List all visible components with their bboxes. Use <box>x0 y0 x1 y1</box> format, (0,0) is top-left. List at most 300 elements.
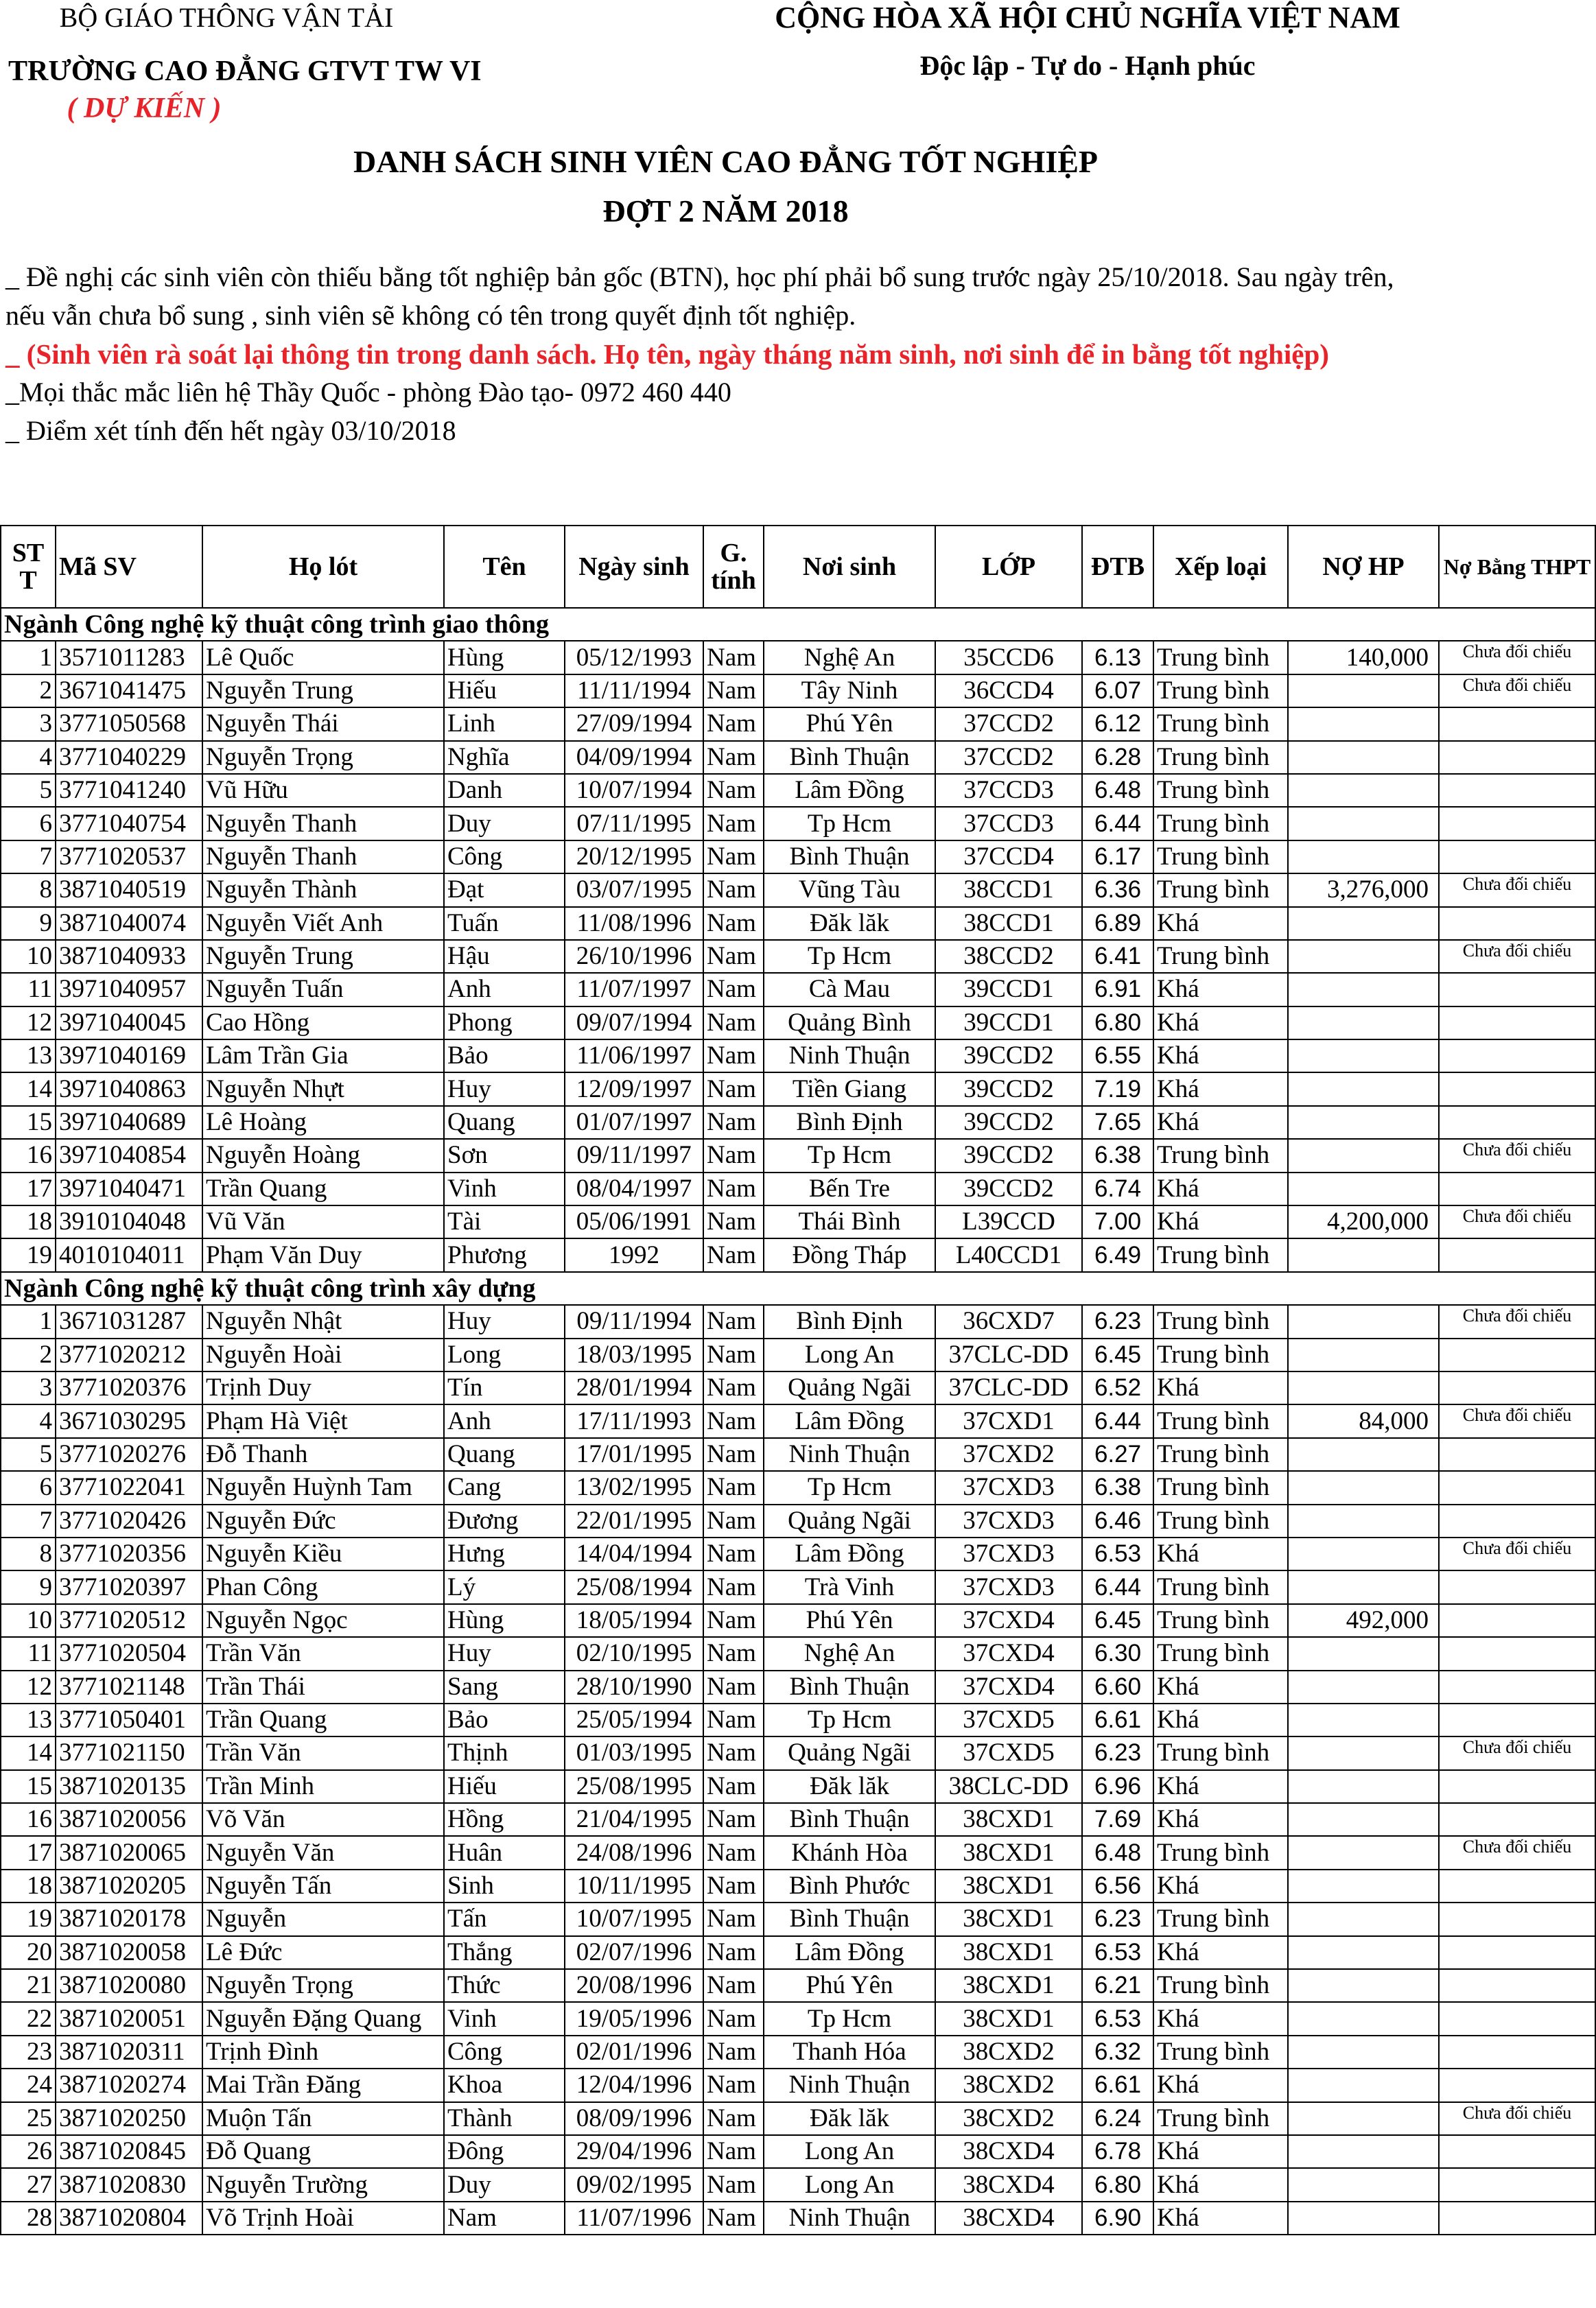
row-gpa: 6.13 <box>1082 641 1153 674</box>
row-gpa: 6.53 <box>1082 2002 1153 2035</box>
row-class: 35CCD6 <box>935 641 1082 674</box>
table-row <box>1 1803 1595 1836</box>
row-tuition-debt <box>1288 1505 1439 1538</box>
row-birth-date: 19/05/1996 <box>565 2002 703 2035</box>
row-last-middle-name: Nguyễn Tấn <box>202 1870 444 1903</box>
row-class: 38CXD4 <box>935 2135 1082 2168</box>
table-row <box>1 1936 1595 1969</box>
row-gender: Nam <box>703 741 764 774</box>
table-row <box>1 1339 1595 1371</box>
row-birth-place: Thanh Hóa <box>764 2036 935 2069</box>
row-birth-place: Lâm Đồng <box>764 1936 935 1969</box>
row-rank: Khá <box>1153 2002 1288 2035</box>
row-tuition-debt <box>1288 940 1439 973</box>
row-student-id: 3871020845 <box>56 2135 202 2168</box>
row-tuition-debt <box>1288 1736 1439 1769</box>
row-class: 37CXD2 <box>935 1438 1082 1471</box>
table-row <box>1 1770 1595 1803</box>
row-student-id: 3571011283 <box>56 641 202 674</box>
row-first-name: Phong <box>444 1006 565 1039</box>
row-student-id: 3771020512 <box>56 1604 202 1637</box>
row-stt: 4 <box>1 1404 56 1437</box>
row-class: 38CXD1 <box>935 1803 1082 1836</box>
note-line: _ Điểm xét tính đến hết ngày 03/10/2018 <box>5 415 456 446</box>
row-tuition-debt <box>1288 707 1439 740</box>
row-gender: Nam <box>703 2036 764 2069</box>
row-last-middle-name: Phan Công <box>202 1570 444 1603</box>
row-gpa: 6.78 <box>1082 2135 1153 2168</box>
table-row <box>1 774 1595 807</box>
row-class: 37CXD3 <box>935 1471 1082 1504</box>
table-row <box>1 2135 1595 2168</box>
row-class: 37CCD3 <box>935 807 1082 840</box>
row-student-id: 3871020804 <box>56 2202 202 2235</box>
row-gender: Nam <box>703 1305 764 1338</box>
row-last-middle-name: Nguyễn Hoài <box>202 1339 444 1371</box>
row-class: 38CCD1 <box>935 873 1082 906</box>
row-birth-date: 02/01/1996 <box>565 2036 703 2069</box>
row-stt: 15 <box>1 1106 56 1139</box>
table-row <box>1 741 1595 774</box>
row-birth-place: Tiền Giang <box>764 1072 935 1105</box>
table-row <box>1 1570 1595 1603</box>
row-gpa: 7.65 <box>1082 1106 1153 1139</box>
row-class: 38CXD4 <box>935 2202 1082 2235</box>
row-birth-date: 22/01/1995 <box>565 1505 703 1538</box>
row-birth-place: Trà Vinh <box>764 1570 935 1603</box>
row-class: L40CCD1 <box>935 1238 1082 1271</box>
col-header-last-middle-name: Họ lót <box>202 526 444 608</box>
row-tuition-debt <box>1288 674 1439 707</box>
row-class: 38CXD1 <box>935 1836 1082 1869</box>
row-birth-date: 11/11/1994 <box>565 674 703 707</box>
row-tuition-debt <box>1288 741 1439 774</box>
row-class: 39CCD2 <box>935 1139 1082 1172</box>
row-class: 37CXD5 <box>935 1704 1082 1736</box>
row-gender: Nam <box>703 1205 764 1238</box>
row-tuition-debt: 140,000 <box>1288 641 1439 674</box>
row-last-middle-name: Vũ Hữu <box>202 774 444 807</box>
row-tuition-debt <box>1288 1570 1439 1603</box>
row-gpa: 6.53 <box>1082 1538 1153 1570</box>
row-stt: 10 <box>1 1604 56 1637</box>
row-gpa: 6.24 <box>1082 2102 1153 2135</box>
row-birth-date: 03/07/1995 <box>565 873 703 906</box>
row-rank: Trung bình <box>1153 807 1288 840</box>
row-gpa: 6.60 <box>1082 1671 1153 1704</box>
row-first-name: Thắng <box>444 1936 565 1969</box>
row-first-name: Công <box>444 2036 565 2069</box>
row-gender: Nam <box>703 973 764 1006</box>
row-birth-place: Ninh Thuận <box>764 2202 935 2235</box>
row-student-id: 3771020397 <box>56 1570 202 1603</box>
col-header-tuition-debt: NỢ HP <box>1288 526 1439 608</box>
col-header-gender: G. tính <box>703 526 764 608</box>
notes-block <box>5 258 1394 450</box>
row-birth-place: Thái Bình <box>764 1205 935 1238</box>
row-birth-date: 05/12/1993 <box>565 641 703 674</box>
row-birth-date: 08/09/1996 <box>565 2102 703 2135</box>
row-gender: Nam <box>703 1969 764 2002</box>
row-birth-place: Long An <box>764 1339 935 1371</box>
row-student-id: 3971040854 <box>56 1139 202 1172</box>
row-class: 38CXD1 <box>935 1903 1082 1935</box>
row-birth-date: 25/08/1995 <box>565 1770 703 1803</box>
row-first-name: Lý <box>444 1570 565 1603</box>
row-birth-date: 14/04/1994 <box>565 1538 703 1570</box>
row-gender: Nam <box>703 2202 764 2235</box>
row-diploma-debt <box>1439 1173 1595 1205</box>
row-class: 37CXD1 <box>935 1404 1082 1437</box>
row-birth-date: 17/11/1993 <box>565 1404 703 1437</box>
document-title: DANH SÁCH SINH VIÊN CAO ĐẲNG TỐT NGHIỆP <box>353 144 1099 179</box>
table-row <box>1 2202 1595 2235</box>
row-tuition-debt <box>1288 2102 1439 2135</box>
row-first-name: Huân <box>444 1836 565 1869</box>
row-last-middle-name: Mai Trần Đăng <box>202 2069 444 2101</box>
row-tuition-debt <box>1288 1969 1439 2002</box>
row-tuition-debt <box>1288 1438 1439 1471</box>
row-class: 37CLC-DD <box>935 1339 1082 1371</box>
row-class: 37CCD2 <box>935 741 1082 774</box>
row-last-middle-name: Nguyễn <box>202 1903 444 1935</box>
row-gender: Nam <box>703 1039 764 1072</box>
row-rank: Trung bình <box>1153 741 1288 774</box>
row-last-middle-name: Nguyễn Thanh <box>202 807 444 840</box>
table-row <box>1 1671 1595 1704</box>
row-stt: 9 <box>1 907 56 940</box>
row-birth-place: Lâm Đồng <box>764 774 935 807</box>
row-first-name: Quang <box>444 1438 565 1471</box>
table-row <box>1 1903 1595 1935</box>
row-gpa: 6.44 <box>1082 807 1153 840</box>
row-stt: 11 <box>1 973 56 1006</box>
row-birth-place: Quảng Ngãi <box>764 1736 935 1769</box>
row-gpa: 6.17 <box>1082 840 1153 873</box>
row-last-middle-name: Nguyễn Viết Anh <box>202 907 444 940</box>
row-tuition-debt <box>1288 1903 1439 1935</box>
row-stt: 19 <box>1 1903 56 1935</box>
row-last-middle-name: Vũ Văn <box>202 1205 444 1238</box>
row-birth-place: Lâm Đồng <box>764 1404 935 1437</box>
row-last-middle-name: Trần Văn <box>202 1736 444 1769</box>
row-rank: Khá <box>1153 2168 1288 2201</box>
table-row <box>1 1505 1595 1538</box>
row-gpa: 6.38 <box>1082 1139 1153 1172</box>
row-diploma-debt <box>1439 2202 1595 2235</box>
row-first-name: Anh <box>444 1404 565 1437</box>
row-birth-date: 09/07/1994 <box>565 1006 703 1039</box>
row-gpa: 6.44 <box>1082 1404 1153 1437</box>
row-diploma-debt <box>1439 774 1595 807</box>
row-student-id: 3771020356 <box>56 1538 202 1570</box>
row-student-id: 3771040754 <box>56 807 202 840</box>
row-student-id: 3771020504 <box>56 1637 202 1670</box>
row-student-id: 3971040957 <box>56 973 202 1006</box>
row-rank: Trung bình <box>1153 674 1288 707</box>
row-rank: Trung bình <box>1153 1505 1288 1538</box>
row-stt: 20 <box>1 1936 56 1969</box>
row-birth-place: Quảng Ngãi <box>764 1505 935 1538</box>
row-tuition-debt <box>1288 1006 1439 1039</box>
row-birth-place: Vũng Tàu <box>764 873 935 906</box>
row-first-name: Hiếu <box>444 674 565 707</box>
row-last-middle-name: Nguyễn Tuấn <box>202 973 444 1006</box>
row-diploma-debt <box>1439 1006 1595 1039</box>
row-birth-place: Tp Hcm <box>764 807 935 840</box>
row-first-name: Tín <box>444 1371 565 1404</box>
row-birth-date: 25/05/1994 <box>565 1704 703 1736</box>
note-line: _ Đề nghị các sinh viên còn thiếu bằng tốt nghiệp bản gốc (BTN), học phí phải bổ sung trước ngày 25/10/2018. Sau ngày trên, <box>5 261 1394 292</box>
row-birth-date: 11/06/1997 <box>565 1039 703 1072</box>
row-tuition-debt <box>1288 1671 1439 1704</box>
row-rank: Trung bình <box>1153 1736 1288 1769</box>
row-tuition-debt: 4,200,000 <box>1288 1205 1439 1238</box>
row-first-name: Hùng <box>444 641 565 674</box>
row-tuition-debt <box>1288 1704 1439 1736</box>
row-last-middle-name: Phạm Hà Việt <box>202 1404 444 1437</box>
row-first-name: Sang <box>444 1671 565 1704</box>
row-first-name: Hiếu <box>444 1770 565 1803</box>
row-student-id: 3871040933 <box>56 940 202 973</box>
table-row <box>1 873 1595 906</box>
row-first-name: Quang <box>444 1106 565 1139</box>
row-student-id: 3771021148 <box>56 1671 202 1704</box>
row-birth-date: 01/07/1997 <box>565 1106 703 1139</box>
row-first-name: Duy <box>444 2168 565 2201</box>
row-rank: Khá <box>1153 1006 1288 1039</box>
row-gender: Nam <box>703 1803 764 1836</box>
row-rank: Trung bình <box>1153 1637 1288 1670</box>
row-birth-date: 13/02/1995 <box>565 1471 703 1504</box>
row-diploma-debt: Chưa đối chiếu <box>1439 1404 1595 1437</box>
row-gpa: 6.48 <box>1082 1836 1153 1869</box>
row-birth-place: Cà Mau <box>764 973 935 1006</box>
row-diploma-debt: Chưa đối chiếu <box>1439 1736 1595 1769</box>
row-gpa: 6.80 <box>1082 1006 1153 1039</box>
row-class: 38CXD2 <box>935 2036 1082 2069</box>
row-first-name: Khoa <box>444 2069 565 2101</box>
row-rank: Khá <box>1153 1870 1288 1903</box>
row-birth-place: Bình Thuận <box>764 1803 935 1836</box>
row-tuition-debt <box>1288 2168 1439 2201</box>
row-diploma-debt: Chưa đối chiếu <box>1439 674 1595 707</box>
row-rank: Trung bình <box>1153 2102 1288 2135</box>
row-stt: 9 <box>1 1570 56 1603</box>
table-row <box>1 1704 1595 1736</box>
row-gpa: 6.44 <box>1082 1570 1153 1603</box>
row-first-name: Sinh <box>444 1870 565 1903</box>
table-row <box>1 1371 1595 1404</box>
row-last-middle-name: Trần Văn <box>202 1637 444 1670</box>
row-first-name: Thức <box>444 1969 565 2002</box>
row-stt: 17 <box>1 1836 56 1869</box>
row-stt: 28 <box>1 2202 56 2235</box>
row-gender: Nam <box>703 1173 764 1205</box>
row-gpa: 6.32 <box>1082 2036 1153 2069</box>
row-first-name: Linh <box>444 707 565 740</box>
row-birth-date: 10/11/1995 <box>565 1870 703 1903</box>
row-birth-place: Bình Định <box>764 1305 935 1338</box>
row-student-id: 3971040045 <box>56 1006 202 1039</box>
row-stt: 7 <box>1 1505 56 1538</box>
row-last-middle-name: Trần Quang <box>202 1173 444 1205</box>
table-row <box>1 1471 1595 1504</box>
school-name: TRƯỜNG CAO ĐẲNG GTVT TW VI <box>8 56 482 87</box>
row-last-middle-name: Nguyễn Huỳnh Tam <box>202 1471 444 1504</box>
row-rank: Trung bình <box>1153 840 1288 873</box>
row-diploma-debt <box>1439 741 1595 774</box>
national-motto: Độc lập - Tự do - Hạnh phúc <box>919 50 1256 81</box>
table-row <box>1 2069 1595 2101</box>
row-stt: 10 <box>1 940 56 973</box>
row-rank: Khá <box>1153 973 1288 1006</box>
row-first-name: Cang <box>444 1471 565 1504</box>
row-first-name: Long <box>444 1339 565 1371</box>
row-gender: Nam <box>703 940 764 973</box>
row-diploma-debt <box>1439 2002 1595 2035</box>
row-gpa: 6.21 <box>1082 1969 1153 2002</box>
row-gender: Nam <box>703 1139 764 1172</box>
row-rank: Trung bình <box>1153 1969 1288 2002</box>
row-birth-date: 01/03/1995 <box>565 1736 703 1769</box>
row-student-id: 3871020058 <box>56 1936 202 1969</box>
row-birth-date: 28/01/1994 <box>565 1371 703 1404</box>
row-last-middle-name: Lê Quốc <box>202 641 444 674</box>
row-gpa: 7.69 <box>1082 1803 1153 1836</box>
document-subtitle: ĐỢT 2 NĂM 2018 <box>602 193 849 228</box>
row-diploma-debt <box>1439 907 1595 940</box>
row-student-id: 4010104011 <box>56 1238 202 1271</box>
row-diploma-debt <box>1439 1969 1595 2002</box>
row-diploma-debt <box>1439 1072 1595 1105</box>
row-gpa: 6.52 <box>1082 1371 1153 1404</box>
row-student-id: 3871020250 <box>56 2102 202 2135</box>
row-last-middle-name: Nguyễn Kiều <box>202 1538 444 1570</box>
row-birth-date: 02/10/1995 <box>565 1637 703 1670</box>
row-class: 38CXD1 <box>935 1969 1082 2002</box>
row-student-id: 3871040074 <box>56 907 202 940</box>
row-birth-place: Ninh Thuận <box>764 2069 935 2101</box>
row-gpa: 6.89 <box>1082 907 1153 940</box>
row-last-middle-name: Phạm Văn Duy <box>202 1238 444 1271</box>
row-first-name: Sơn <box>444 1139 565 1172</box>
row-student-id: 3971040863 <box>56 1072 202 1105</box>
row-gpa: 6.45 <box>1082 1339 1153 1371</box>
row-student-id: 3771020376 <box>56 1371 202 1404</box>
row-tuition-debt <box>1288 2036 1439 2069</box>
row-stt: 2 <box>1 1339 56 1371</box>
row-gender: Nam <box>703 1438 764 1471</box>
row-tuition-debt <box>1288 1238 1439 1271</box>
row-gender: Nam <box>703 2135 764 2168</box>
row-birth-place: Tây Ninh <box>764 674 935 707</box>
row-stt: 8 <box>1 1538 56 1570</box>
row-last-middle-name: Lê Hoàng <box>202 1106 444 1139</box>
row-tuition-debt: 3,276,000 <box>1288 873 1439 906</box>
row-gpa: 6.91 <box>1082 973 1153 1006</box>
table-body <box>1 608 1595 2235</box>
row-last-middle-name: Muộn Tấn <box>202 2102 444 2135</box>
row-tuition-debt <box>1288 2202 1439 2235</box>
row-birth-date: 18/03/1995 <box>565 1339 703 1371</box>
row-gender: Nam <box>703 641 764 674</box>
row-birth-place: Bến Tre <box>764 1173 935 1205</box>
row-student-id: 3871020274 <box>56 2069 202 2101</box>
row-class: 39CCD2 <box>935 1072 1082 1105</box>
row-gender: Nam <box>703 1870 764 1903</box>
col-header-birth-place: Nơi sinh <box>764 526 935 608</box>
row-diploma-debt <box>1439 1505 1595 1538</box>
row-last-middle-name: Nguyễn Văn <box>202 1836 444 1869</box>
row-class: 38CXD1 <box>935 2002 1082 2035</box>
row-stt: 17 <box>1 1173 56 1205</box>
row-class: 38CXD4 <box>935 2168 1082 2201</box>
row-gpa: 6.45 <box>1082 1604 1153 1637</box>
table-row <box>1 2036 1595 2069</box>
row-rank: Trung bình <box>1153 1903 1288 1935</box>
row-birth-date: 12/04/1996 <box>565 2069 703 2101</box>
row-gender: Nam <box>703 2002 764 2035</box>
row-birth-date: 28/10/1990 <box>565 1671 703 1704</box>
row-first-name: Phương <box>444 1238 565 1271</box>
row-class: 39CCD2 <box>935 1039 1082 1072</box>
row-birth-place: Quảng Bình <box>764 1006 935 1039</box>
row-last-middle-name: Nguyễn Ngọc <box>202 1604 444 1637</box>
row-birth-place: Bình Thuận <box>764 741 935 774</box>
row-class: 38CLC-DD <box>935 1770 1082 1803</box>
row-class: 36CXD7 <box>935 1305 1082 1338</box>
row-first-name: Đạt <box>444 873 565 906</box>
row-gender: Nam <box>703 1570 764 1603</box>
row-student-id: 3771020212 <box>56 1339 202 1371</box>
row-gpa: 6.90 <box>1082 2202 1153 2235</box>
row-last-middle-name: Nguyễn Trung <box>202 940 444 973</box>
row-student-id: 3871020205 <box>56 1870 202 1903</box>
row-stt: 16 <box>1 1803 56 1836</box>
row-rank: Khá <box>1153 2202 1288 2235</box>
row-last-middle-name: Nguyễn Thanh <box>202 840 444 873</box>
row-last-middle-name: Trịnh Đình <box>202 2036 444 2069</box>
row-birth-place: Nghệ An <box>764 1637 935 1670</box>
row-last-middle-name: Trần Thái <box>202 1671 444 1704</box>
table-row <box>1 1039 1595 1072</box>
row-last-middle-name: Nguyễn Đức <box>202 1505 444 1538</box>
row-tuition-debt <box>1288 1471 1439 1504</box>
row-first-name: Huy <box>444 1637 565 1670</box>
row-tuition-debt <box>1288 774 1439 807</box>
row-rank: Trung bình <box>1153 1238 1288 1271</box>
table-row <box>1 1538 1595 1570</box>
row-stt: 6 <box>1 807 56 840</box>
row-tuition-debt <box>1288 1870 1439 1903</box>
row-birth-date: 25/08/1994 <box>565 1570 703 1603</box>
row-diploma-debt <box>1439 1570 1595 1603</box>
row-last-middle-name: Nguyễn Thái <box>202 707 444 740</box>
row-diploma-debt <box>1439 1238 1595 1271</box>
row-tuition-debt <box>1288 1339 1439 1371</box>
section-title: Ngành Công nghệ kỹ thuật công trình giao thông <box>1 608 1595 641</box>
ministry-name: BỘ GIÁO THÔNG VẬN TẢI <box>59 2 394 33</box>
row-student-id: 3971040169 <box>56 1039 202 1072</box>
row-rank: Trung bình <box>1153 1570 1288 1603</box>
row-student-id: 3771021150 <box>56 1736 202 1769</box>
row-first-name: Huy <box>444 1305 565 1338</box>
row-rank: Khá <box>1153 1770 1288 1803</box>
row-birth-place: Nghệ An <box>764 641 935 674</box>
note-line: nếu vẫn chưa bổ sung , sinh viên sẽ không có tên trong quyết định tốt nghiệp. <box>5 300 856 331</box>
row-last-middle-name: Nguyễn Nhựt <box>202 1072 444 1105</box>
